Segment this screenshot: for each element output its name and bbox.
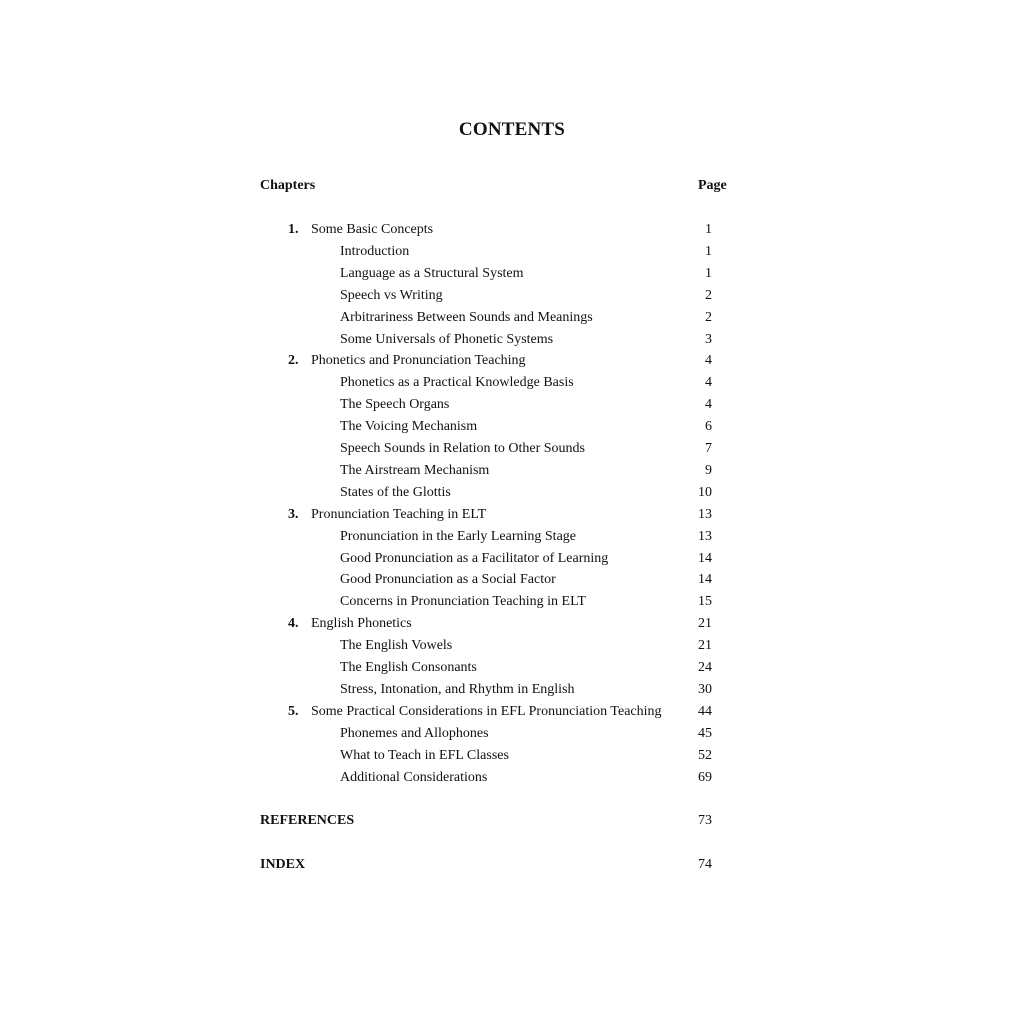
section-row (0, 330, 1024, 350)
chapter-number: 3. (288, 506, 299, 522)
section-row (0, 395, 1024, 415)
page-number: 1 (705, 222, 712, 237)
back-matter-row (0, 811, 1024, 831)
page-header: Page (698, 178, 727, 193)
section-row (0, 461, 1024, 481)
section-title: The Speech Organs (340, 397, 450, 413)
chapter-row (0, 614, 1024, 634)
page-number: 21 (698, 638, 712, 654)
page-number: 14 (698, 550, 712, 566)
section-row (0, 242, 1024, 262)
section-title: The Airstream Mechanism (340, 462, 490, 478)
page-number: 9 (705, 462, 712, 478)
section-row (0, 308, 1024, 328)
section-title: The Voicing Mechanism (340, 419, 478, 435)
page-number: 15 (698, 594, 712, 610)
section-row (0, 768, 1024, 788)
page-number: 4 (705, 353, 712, 369)
section-row (0, 746, 1024, 766)
page-number: 7 (705, 441, 712, 456)
chapter-row (0, 220, 1024, 240)
section-title: Concerns in Pronunciation Teaching in ELT (340, 594, 586, 610)
page-number: 2 (705, 287, 712, 303)
section-title: Good Pronunciation as a Social Factor (340, 572, 556, 588)
chapter-title: Some Basic Concepts (311, 222, 434, 237)
section-title: Introduction (340, 243, 410, 259)
back-matter-title: REFERENCES (260, 813, 355, 828)
chapters-header: Chapters (260, 178, 316, 193)
page-number: 44 (698, 703, 712, 719)
chapter-number: 2. (288, 353, 299, 369)
section-title: Additional Considerations (340, 769, 488, 785)
section-title: Arbitrariness Between Sounds and Meanings (340, 309, 593, 325)
section-title: Pronunciation in the Early Learning Stage (340, 528, 576, 544)
section-title: Some Universals of Phonetic Systems (340, 331, 554, 347)
section-row (0, 549, 1024, 569)
section-row (0, 592, 1024, 612)
section-title: Speech Sounds in Relation to Other Sounds (340, 441, 585, 456)
section-row (0, 527, 1024, 547)
page-number: 74 (698, 857, 712, 872)
page-number: 3 (705, 331, 712, 347)
chapter-row (0, 505, 1024, 525)
chapter-title: Pronunciation Teaching in ELT (311, 506, 487, 522)
chapter-number: 5. (288, 703, 299, 719)
section-title: Phonemes and Allophones (340, 725, 489, 741)
page-number: 6 (705, 419, 712, 435)
page-number: 21 (698, 616, 712, 632)
section-row (0, 724, 1024, 744)
chapter-title: English Phonetics (311, 616, 412, 632)
section-title: Good Pronunciation as a Facilitator of Learning (340, 550, 609, 566)
section-row (0, 636, 1024, 656)
chapter-row (0, 351, 1024, 371)
section-row (0, 264, 1024, 284)
chapter-row (0, 702, 1024, 722)
page-number: 13 (698, 506, 712, 522)
section-row (0, 658, 1024, 678)
section-row (0, 439, 1024, 459)
back-matter-title: INDEX (260, 857, 306, 872)
section-row (0, 483, 1024, 503)
section-row (0, 570, 1024, 590)
page-number: 2 (705, 309, 712, 325)
section-title: Phonetics as a Practical Knowledge Basis (340, 375, 574, 391)
section-title: What to Teach in EFL Classes (340, 747, 509, 763)
page-number: 52 (698, 747, 712, 763)
section-title: Language as a Structural System (340, 265, 524, 281)
page-number: 1 (705, 265, 712, 281)
page-number: 73 (698, 813, 712, 828)
chapter-title: Some Practical Considerations in EFL Pronunciation Teaching (311, 703, 662, 719)
page-number: 14 (698, 572, 712, 588)
page-number: 69 (698, 769, 712, 785)
section-title: Stress, Intonation, and Rhythm in English (340, 681, 575, 697)
page-number: 10 (698, 484, 712, 500)
page-title: CONTENTS (458, 119, 566, 140)
section-row (0, 417, 1024, 437)
page-number: 4 (705, 397, 712, 413)
section-row (0, 286, 1024, 306)
chapter-number: 1. (288, 222, 299, 237)
page-number: 1 (705, 243, 712, 259)
chapter-number: 4. (288, 616, 299, 632)
page-number: 45 (698, 725, 712, 741)
section-row (0, 680, 1024, 700)
back-matter-row (0, 855, 1024, 875)
page-number: 4 (705, 375, 712, 391)
page-number: 24 (698, 660, 712, 675)
section-title: The English Consonants (340, 660, 477, 675)
chapter-title: Phonetics and Pronunciation Teaching (311, 353, 526, 369)
section-title: The English Vowels (340, 638, 453, 654)
page-number: 13 (698, 528, 712, 544)
page-number: 30 (698, 681, 712, 697)
section-row (0, 373, 1024, 393)
section-title: Speech vs Writing (340, 287, 443, 303)
section-title: States of the Glottis (340, 484, 451, 500)
